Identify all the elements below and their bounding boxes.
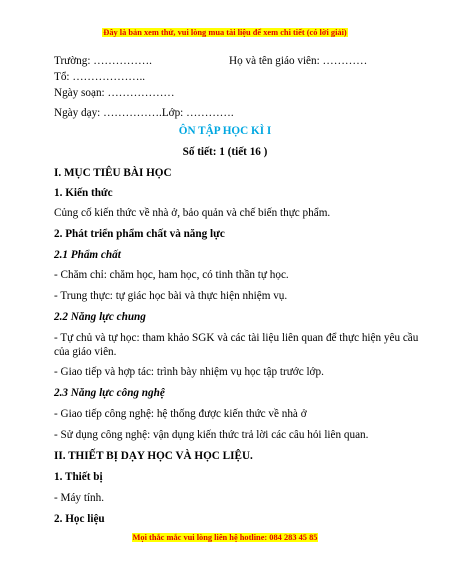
school-field: Trường: …………….: [54, 55, 152, 67]
section-heading-objectives: I. MỤC TIÊU BÀI HỌC: [54, 167, 172, 179]
footer-banner-text: Mọi thắc mắc vui lòng liên hệ hotline: 084 283 45 85: [132, 533, 318, 542]
knowledge-text: Củng cố kiến thức về nhà ở, bảo quản và chế biến thực phẩm.: [54, 207, 331, 219]
teacher-field: Họ và tên giáo viên: …………: [229, 55, 368, 67]
periods: Số tiết: 1 (tiết 16 ): [182, 146, 268, 158]
tech-communication: - Giao tiếp công nghệ: hệ thống được kiến thức về nhà ở: [54, 408, 307, 420]
subheading-knowledge: 1. Kiến thức: [54, 187, 113, 199]
subheading-development: 2. Phát triển phẩm chất và năng lực: [54, 228, 225, 240]
competence-communication: - Giao tiếp và hợp tác: trình bày nhiệm vụ học tập trước lớp.: [54, 366, 324, 378]
teach-date-field: Ngày dạy: …………….Lớp: ………….: [54, 107, 234, 119]
competence-self-study-line1: - Tự chủ và tự học: tham khảo SGK và các tài liệu liên quan để thực hiện yêu cầu: [54, 332, 419, 344]
subheading-materials: 2. Học liệu: [54, 513, 105, 525]
lesson-title: ÔN TẬP HỌC KÌ I: [178, 125, 272, 137]
header-banner-text: Đây là bản xem thử, vui lòng mua tài liệu để xem chi tiết (có lời giải): [103, 28, 347, 37]
competence-self-study-line2: của giáo viên.: [54, 346, 117, 358]
subheading-general-competence: 2.2 Năng lực chung: [54, 311, 146, 323]
subheading-devices: 1. Thiết bị: [54, 471, 103, 483]
prep-date-field: Ngày soạn: ………………: [54, 87, 175, 99]
footer-banner: [0, 533, 450, 542]
subheading-qualities: 2.1 Phẩm chất: [54, 249, 121, 261]
header-banner: [0, 28, 450, 37]
quality-diligence: - Chăm chỉ: chăm học, ham học, có tinh thần tự học.: [54, 269, 289, 281]
quality-honesty: - Trung thực: tự giác học bài và thực hiện nhiệm vụ.: [54, 290, 288, 302]
tech-usage: - Sử dụng công nghệ: vận dụng kiến thức trả lời các câu hỏi liên quan.: [54, 429, 369, 441]
subheading-tech-competence: 2.3 Năng lực công nghệ: [54, 387, 165, 399]
section-heading-equipment: II. THIẾT BỊ DẠY HỌC VÀ HỌC LIỆU.: [54, 450, 253, 462]
group-field: Tổ: ………………..: [54, 71, 146, 83]
device-computer: - Máy tính.: [54, 492, 105, 504]
